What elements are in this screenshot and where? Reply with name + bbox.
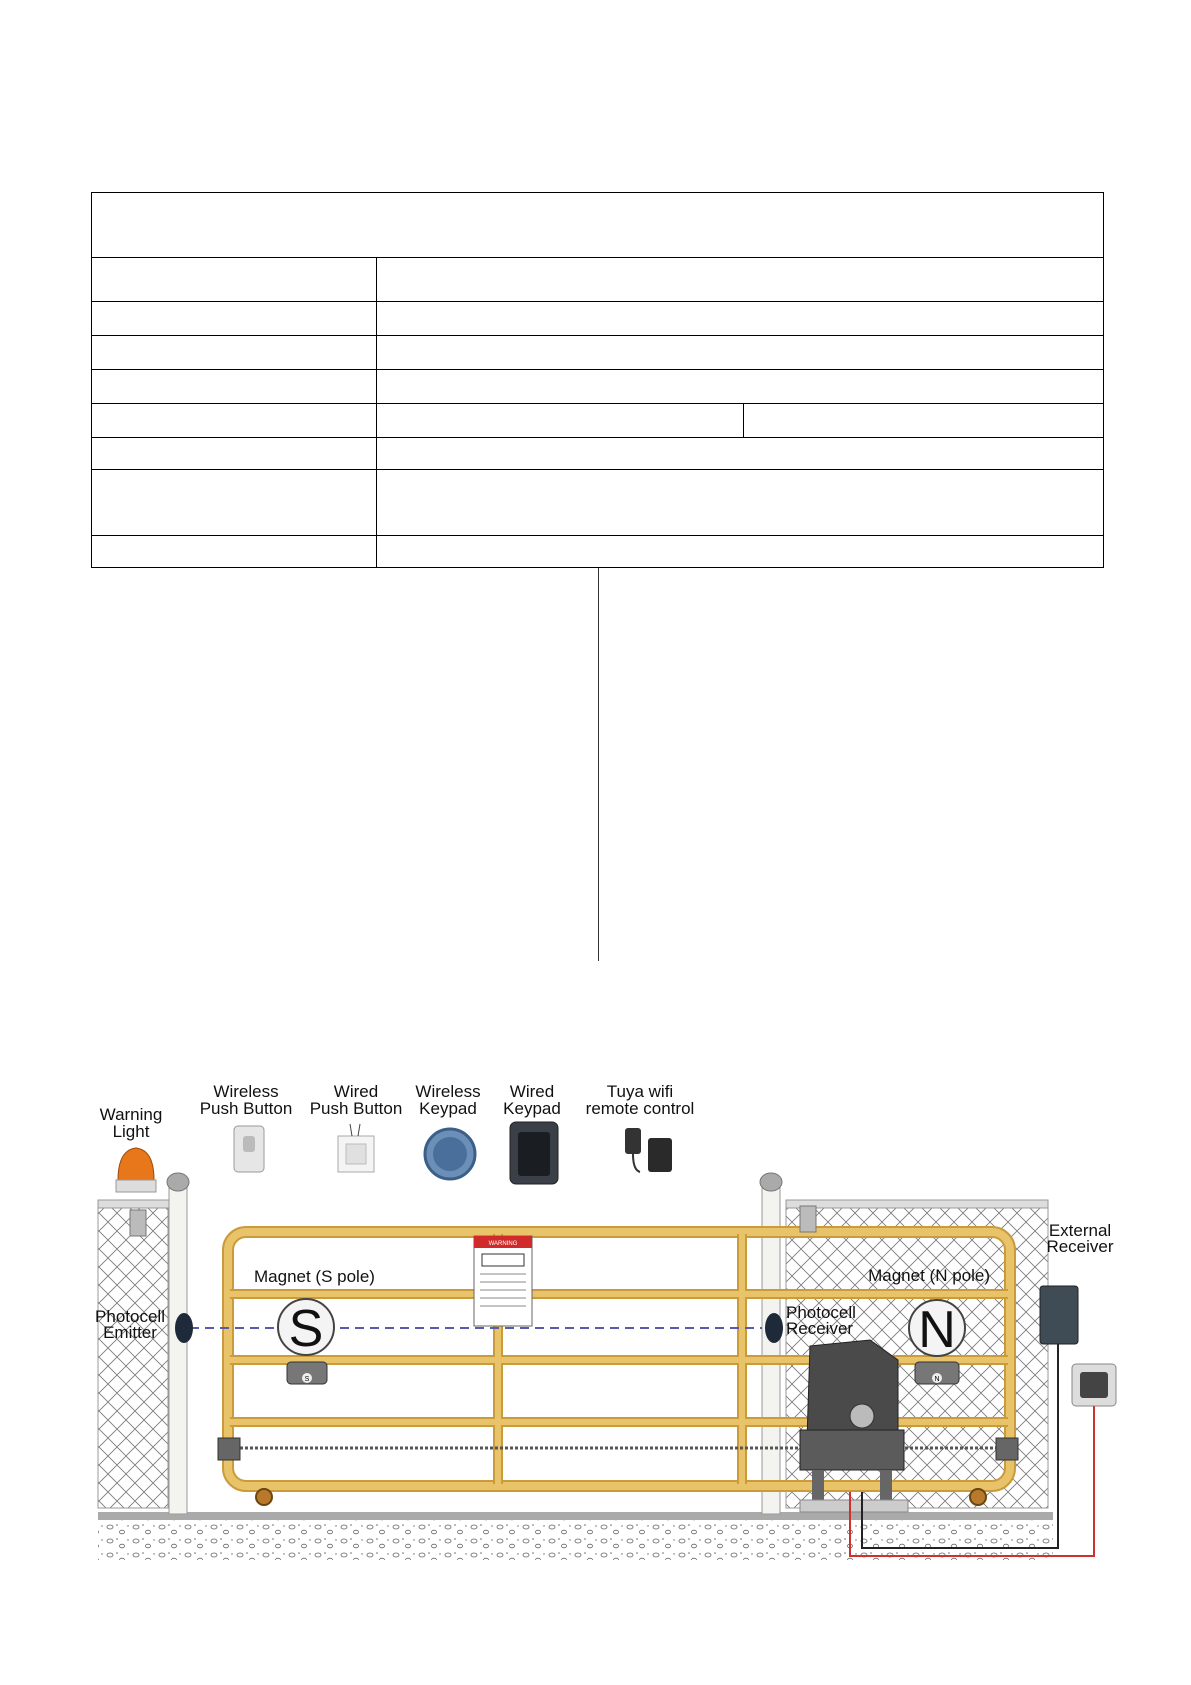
wired-push-button-label-2: Push Button bbox=[309, 1099, 403, 1118]
photocell-receiver-label-1: Photocell bbox=[786, 1303, 856, 1322]
spec-table bbox=[91, 192, 1104, 568]
table-divider bbox=[92, 403, 1103, 404]
table-divider bbox=[92, 335, 1103, 336]
column-divider bbox=[598, 568, 599, 961]
tuya-wifi-controller-icon bbox=[625, 1128, 672, 1172]
wireless-keypad-label-1: Wireless bbox=[415, 1082, 481, 1101]
magnet-n-pole-icon bbox=[909, 1300, 965, 1384]
magnet-n-label: Magnet (N pole) bbox=[868, 1266, 990, 1285]
table-column-divider bbox=[376, 257, 377, 567]
installation-diagram bbox=[0, 1060, 1191, 1580]
right-post bbox=[760, 1173, 782, 1514]
power-outlet-icon bbox=[1072, 1364, 1116, 1406]
warning-sign bbox=[474, 1236, 532, 1326]
wireless-push-button-label-1: Wireless bbox=[213, 1082, 279, 1101]
tuya-wifi-label-2: remote control bbox=[585, 1099, 695, 1118]
left-post bbox=[167, 1173, 189, 1514]
magnet-s-label: Magnet (S pole) bbox=[254, 1267, 375, 1286]
wired-keypad-icon bbox=[510, 1122, 558, 1184]
tuya-wifi-label-1: Tuya wifi bbox=[606, 1082, 674, 1101]
photocell-emitter-icon bbox=[175, 1313, 193, 1343]
table-column-divider bbox=[743, 403, 744, 437]
table-divider bbox=[92, 369, 1103, 370]
wired-push-button-label-1: Wired bbox=[333, 1082, 379, 1101]
table-divider bbox=[92, 301, 1103, 302]
receiver-bracket bbox=[800, 1206, 816, 1232]
photocell-emitter-label-1: Photocell bbox=[95, 1307, 165, 1326]
wired-keypad-label-1: Wired bbox=[509, 1082, 555, 1101]
magnet-n-letter: N bbox=[918, 1301, 956, 1359]
magnet-s-letter: S bbox=[288, 1300, 324, 1358]
wireless-keypad-label-2: Keypad bbox=[419, 1099, 477, 1118]
table-divider bbox=[92, 469, 1103, 470]
magnet-s-pole-icon bbox=[278, 1299, 334, 1384]
photocell-receiver-icon bbox=[765, 1313, 783, 1343]
table-divider bbox=[92, 437, 1103, 438]
external-receiver-label-2: Receiver bbox=[1046, 1237, 1114, 1256]
table-divider bbox=[92, 257, 1103, 258]
warning-sign-title: WARNING bbox=[488, 1241, 518, 1247]
warning-light-label-2: Light bbox=[112, 1122, 150, 1141]
ground bbox=[98, 1512, 1053, 1560]
wireless-push-button-label-2: Push Button bbox=[199, 1099, 293, 1118]
table-divider bbox=[92, 535, 1103, 536]
magnet-n-small: N bbox=[934, 1376, 940, 1383]
external-receiver-label-1: External bbox=[1048, 1221, 1112, 1240]
wired-push-button-icon bbox=[338, 1124, 374, 1172]
magnet-s-small: S bbox=[304, 1376, 310, 1383]
wireless-push-button-icon bbox=[234, 1126, 264, 1172]
left-fence bbox=[98, 1200, 170, 1508]
warning-light-label-1: Warning bbox=[99, 1105, 163, 1124]
photocell-receiver-label-2: Receiver bbox=[786, 1319, 854, 1338]
external-receiver-icon bbox=[1040, 1286, 1078, 1344]
photocell-emitter-label-2: Emitter bbox=[103, 1323, 157, 1342]
wired-keypad-label-2: Keypad bbox=[503, 1099, 561, 1118]
wireless-keypad-icon bbox=[425, 1129, 475, 1179]
